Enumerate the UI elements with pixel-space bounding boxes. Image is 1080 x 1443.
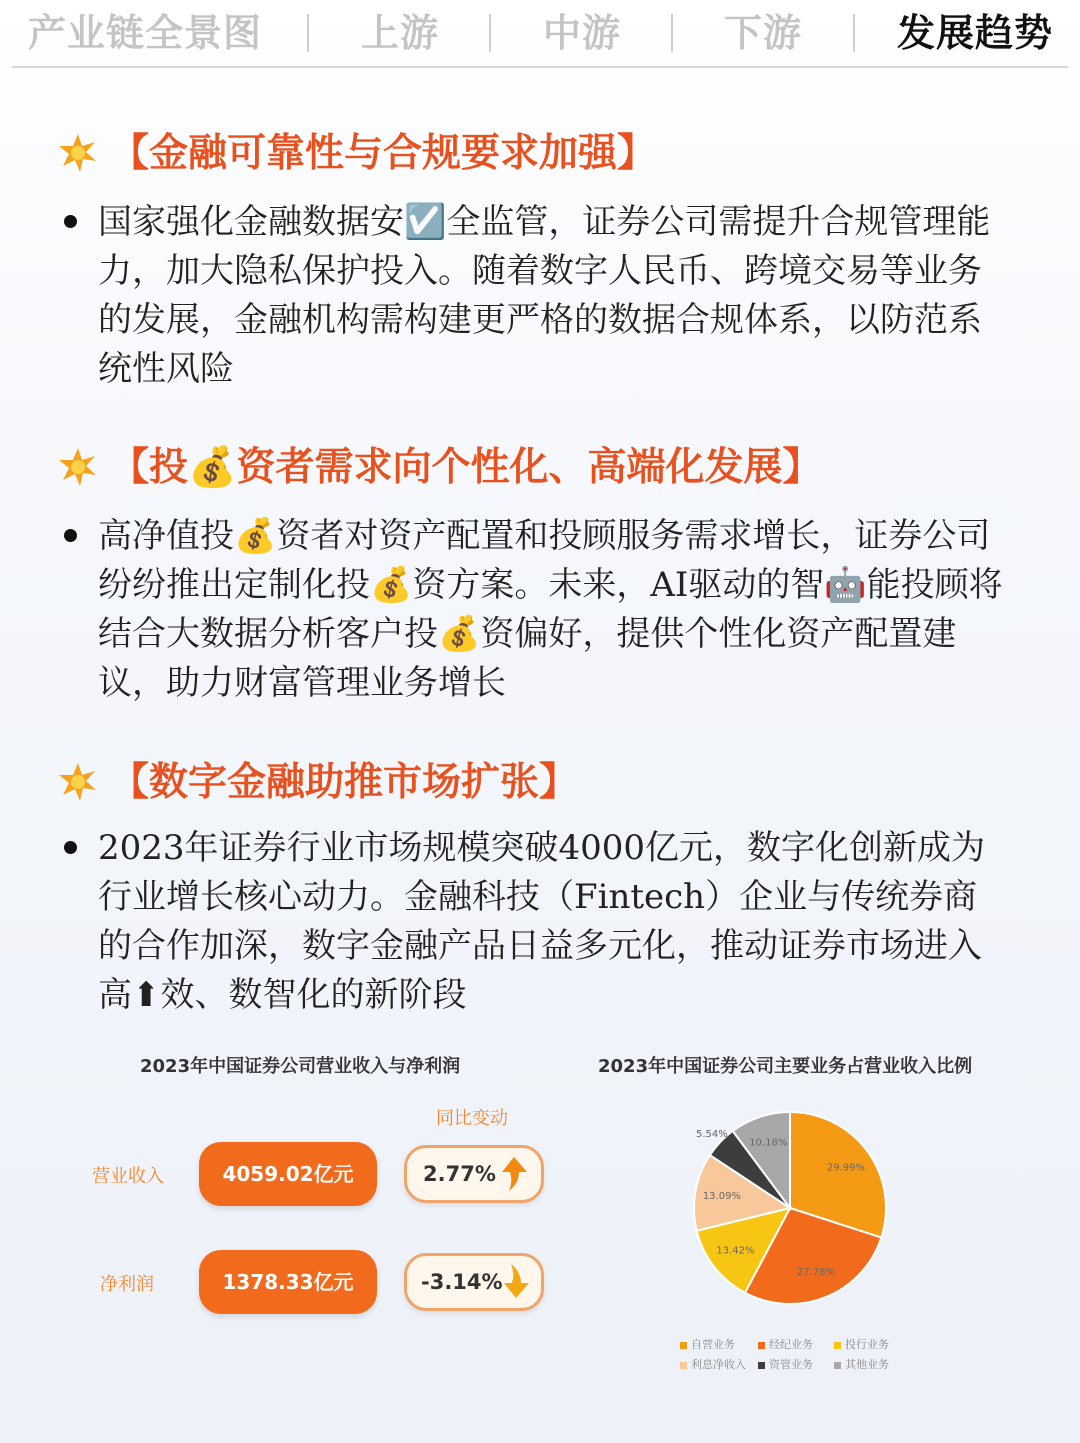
pie-label-1: 27.78% xyxy=(796,1267,835,1279)
revenue-change: 2.77% xyxy=(423,1162,496,1186)
bullet-dot xyxy=(64,215,77,228)
list-item xyxy=(62,198,1007,394)
pie-legend xyxy=(680,1336,920,1376)
legend-item: 经纪业务 xyxy=(758,1336,813,1352)
net-profit-change-badge xyxy=(404,1253,544,1311)
tab-downstream[interactable]: 下游 xyxy=(723,10,802,55)
pie-chart-title: 2023年中国证券公司主要业务占营业收入比例 xyxy=(598,1056,973,1077)
section-body: 2023年证券行业市场规模突破4000亿元，数字化创新成为行业增长核心动力。金融科技（Fintech）企业与传统券商的合作加深，数字金融产品日益多元化，推动证券市场进入高⬆效、数智化的新阶段 xyxy=(98,828,986,1015)
tab-divider xyxy=(489,14,491,52)
list-item xyxy=(62,512,1007,708)
sparkle-icon xyxy=(58,762,98,802)
pie-label-0: 29.99% xyxy=(826,1162,865,1174)
net-profit-label: 净利润 xyxy=(100,1274,154,1295)
pie-label-5: 10.18% xyxy=(749,1137,788,1149)
section-body: 高净值投💰资者对资产配置和投顾服务需求增长，证券公司纷纷推出定制化投💰资方案。未来，AI驱动的智🤖能投顾将结合大数据分析客户投💰资偏好，提供个性化资产配置建议，助力财富管理业务增长 xyxy=(98,516,1003,703)
yoy-header: 同比变动 xyxy=(436,1108,508,1129)
pie-label-2: 13.42% xyxy=(716,1245,755,1257)
tab-upstream[interactable]: 上游 xyxy=(360,10,439,55)
arrow-up-icon xyxy=(499,1155,529,1193)
bullet-dot xyxy=(64,841,77,854)
bullet-dot xyxy=(64,529,77,542)
tab-bar xyxy=(0,0,1080,66)
sparkle-icon xyxy=(58,447,98,487)
legend-item: 资管业务 xyxy=(758,1356,813,1372)
tab-underline xyxy=(12,66,1068,68)
sparkle-icon xyxy=(58,133,98,173)
section-body: 国家强化金融数据安☑️全监管，证券公司需提升合规管理能力，加大隐私保护投入。随着数字人民币、跨境交易等业务的发展，金融机构需构建更严格的数据合规体系，以防范系统性风险 xyxy=(98,202,991,389)
tab-trends[interactable]: 发展趋势 xyxy=(896,10,1053,55)
section-title: 【金融可靠性与合规要求加强】 xyxy=(58,128,656,178)
pie-label-4: 5.54% xyxy=(695,1129,728,1141)
section-title: 【数字金融助推市场扩张】 xyxy=(58,757,578,807)
revenue-chart-title: 2023年中国证券公司营业收入与净利润 xyxy=(140,1056,461,1077)
legend-item: 自营业务 xyxy=(680,1336,735,1352)
net-profit-change: -3.14% xyxy=(421,1270,503,1294)
revenue-label: 营业收入 xyxy=(92,1166,164,1187)
tab-industry-chain[interactable]: 产业链全景图 xyxy=(27,10,262,55)
pie-label-3: 13.09% xyxy=(702,1191,741,1203)
tab-midstream[interactable]: 中游 xyxy=(542,10,621,55)
section-title: 【投💰资者需求向个性化、高端化发展】 xyxy=(58,442,822,492)
revenue-change-badge xyxy=(404,1145,544,1203)
tab-divider xyxy=(307,14,309,52)
arrow-down-icon xyxy=(501,1262,531,1300)
revenue-value: 4059.02亿元 xyxy=(199,1142,377,1206)
legend-item: 投行业务 xyxy=(834,1336,889,1352)
tab-divider xyxy=(671,14,673,52)
net-profit-value: 1378.33亿元 xyxy=(199,1250,377,1314)
pie-chart xyxy=(660,1090,920,1330)
legend-item: 其他业务 xyxy=(834,1356,889,1372)
tab-divider xyxy=(853,14,855,52)
legend-item: 利息净收入 xyxy=(680,1356,746,1372)
list-item xyxy=(62,824,1007,1020)
